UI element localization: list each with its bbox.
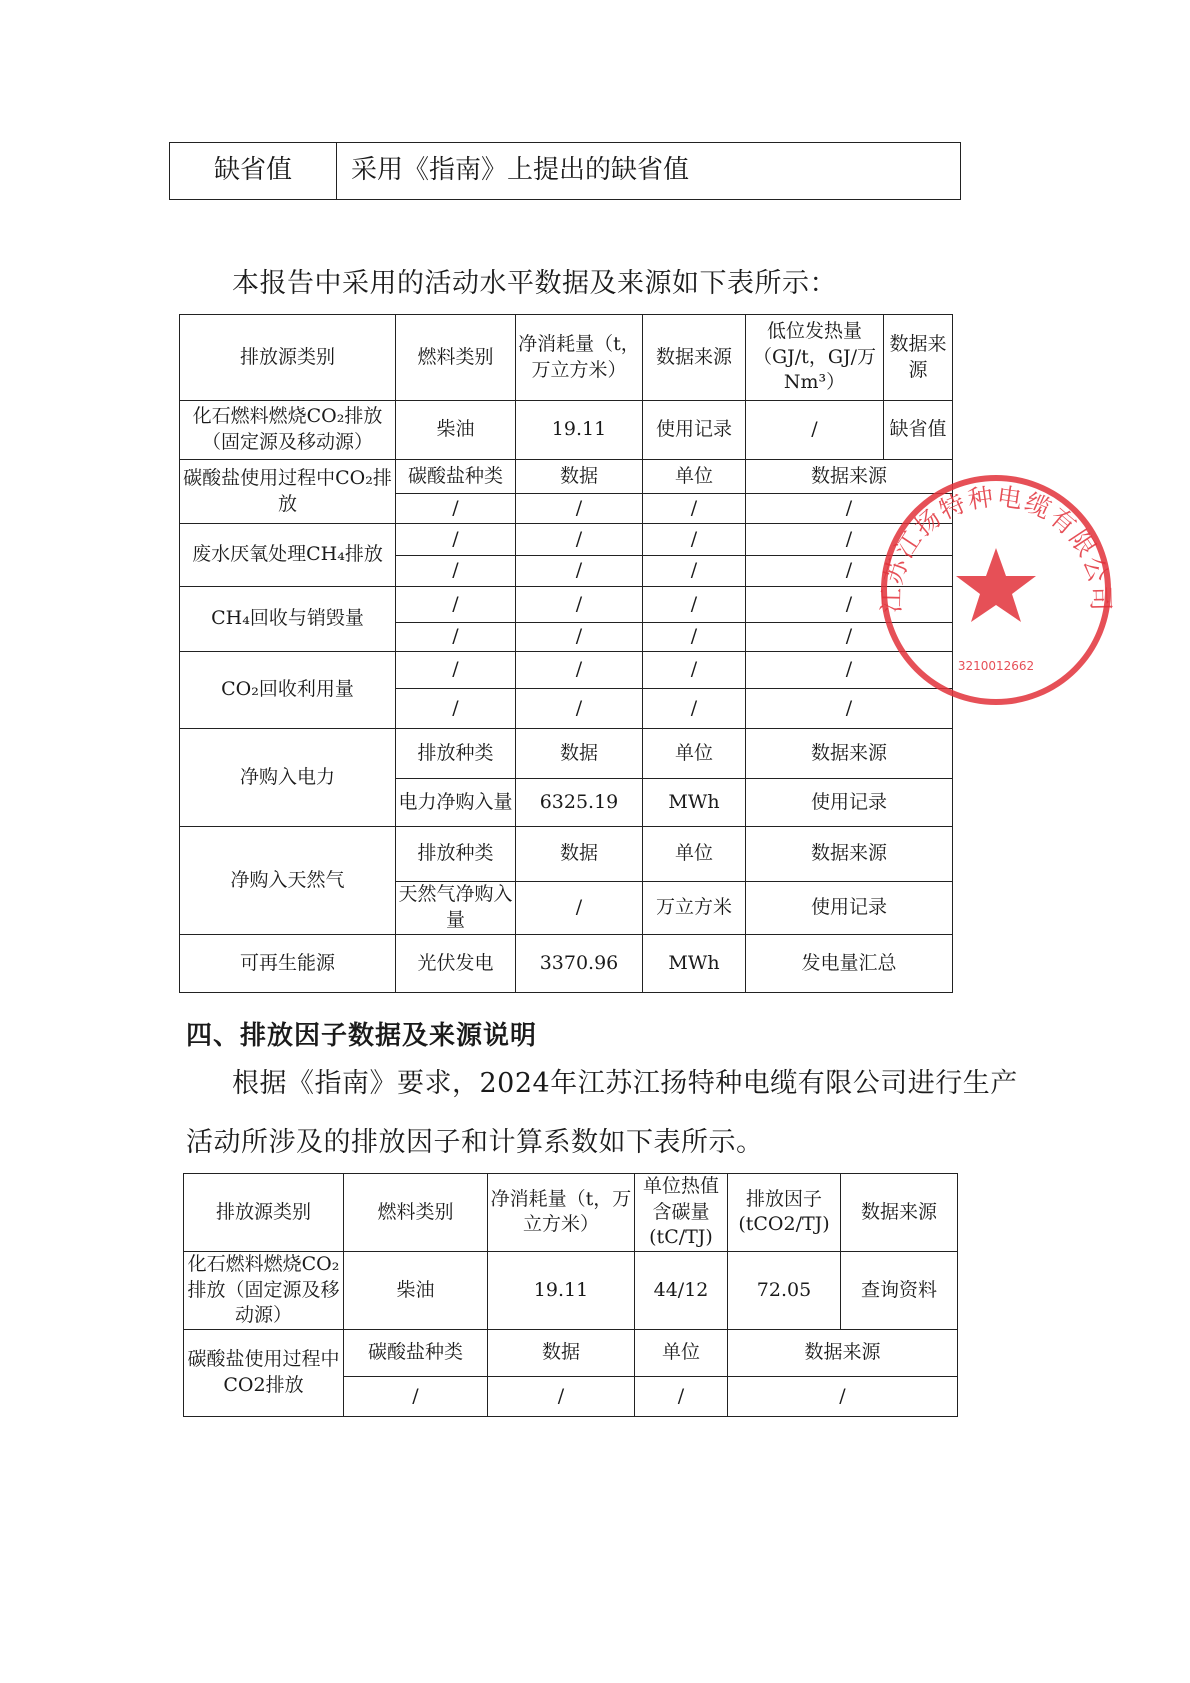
- table-cell: /: [396, 494, 516, 524]
- seal-star-icon: [956, 548, 1036, 622]
- paragraph-line-2: 活动所涉及的排放因子和计算系数如下表所示。: [186, 1127, 764, 1158]
- table-cell: /: [516, 689, 643, 729]
- renewable-unit: MWh: [643, 935, 746, 993]
- table-cell: /: [516, 623, 643, 652]
- table-cell: /: [643, 689, 746, 729]
- fossil-factor: 72.05: [728, 1251, 841, 1329]
- electricity-h2: 数据: [516, 729, 643, 779]
- table-cell: /: [516, 524, 643, 556]
- table-row: [184, 1251, 958, 1329]
- table-cell: /: [396, 623, 516, 652]
- fossil-amount: 19.11: [516, 401, 643, 460]
- table-cell: /: [516, 494, 643, 524]
- fossil-amount: 19.11: [488, 1251, 635, 1329]
- intro-text: 本报告中采用的活动水平数据及来源如下表所示：: [232, 268, 837, 299]
- fossil-source: 使用记录: [643, 401, 746, 460]
- table-cell: /: [396, 556, 516, 587]
- gas-value: /: [516, 882, 643, 935]
- renewable-source: 发电量汇总: [746, 935, 953, 993]
- table-cell: /: [746, 524, 953, 556]
- gas-h1: 排放种类: [396, 827, 516, 882]
- default-label: 缺省值: [170, 143, 337, 200]
- table-cell: /: [396, 652, 516, 689]
- table-cell: /: [516, 652, 643, 689]
- gas-label: 净购入天然气: [180, 827, 396, 935]
- table-cell: /: [396, 524, 516, 556]
- carbonate-h3: 单位: [635, 1329, 728, 1376]
- carbonate-h1: 碳酸盐种类: [344, 1329, 488, 1376]
- table-cell: /: [643, 494, 746, 524]
- seal-code: 3210012662: [957, 659, 1035, 673]
- fossil-carbon: 44/12: [635, 1251, 728, 1329]
- electricity-h3: 单位: [643, 729, 746, 779]
- table-cell: /: [643, 524, 746, 556]
- company-seal: [876, 470, 1116, 710]
- activity-data-table: [179, 314, 953, 993]
- table-cell: /: [643, 652, 746, 689]
- electricity-source: 使用记录: [746, 779, 953, 827]
- gas-kind: 天然气净购入量: [396, 882, 516, 935]
- header-fuel-type: 燃料类别: [396, 315, 516, 401]
- renewable-kind: 光伏发电: [396, 935, 516, 993]
- section-heading: 四、排放因子数据及来源说明: [186, 1021, 538, 1051]
- header-heat-value: 低位发热量（GJ/t，GJ/万Nm³）: [746, 315, 884, 401]
- table-cell: /: [746, 623, 953, 652]
- table-cell: /: [396, 689, 516, 729]
- table-cell: /: [635, 1376, 728, 1416]
- table-cell: /: [396, 587, 516, 623]
- gas-source: 使用记录: [746, 882, 953, 935]
- electricity-value: 6325.19: [516, 779, 643, 827]
- electricity-h4: 数据来源: [746, 729, 953, 779]
- table-cell: /: [728, 1376, 958, 1416]
- carbonate-h1: 碳酸盐种类: [396, 460, 516, 494]
- gas-unit: 万立方米: [643, 882, 746, 935]
- table-cell: /: [746, 556, 953, 587]
- renewable-label: 可再生能源: [180, 935, 396, 993]
- header-net-consumption: 净消耗量（t，万立方米）: [516, 315, 643, 401]
- table-cell: /: [746, 652, 953, 689]
- table-cell: /: [516, 556, 643, 587]
- fossil-label: 化石燃料燃烧CO₂排放（固定源及移动源）: [184, 1251, 344, 1329]
- table-cell: /: [746, 689, 953, 729]
- header-data-source: 数据来源: [841, 1174, 958, 1252]
- default-description: 采用《指南》上提出的缺省值: [337, 143, 961, 200]
- fossil-heat: /: [746, 401, 884, 460]
- default-value-table: [169, 142, 961, 200]
- gas-h3: 单位: [643, 827, 746, 882]
- header-carbon-content: 单位热值含碳量(tC/TJ): [635, 1174, 728, 1252]
- fossil-fuel: 柴油: [396, 401, 516, 460]
- emission-factor-table: [183, 1173, 958, 1417]
- table-cell: /: [344, 1376, 488, 1416]
- carbonate-h4: 数据来源: [746, 460, 953, 494]
- header-data-source: 数据来源: [643, 315, 746, 401]
- table-cell: /: [643, 587, 746, 623]
- table-cell: /: [516, 587, 643, 623]
- carbonate-h2: 数据: [516, 460, 643, 494]
- carbonate-label: 碳酸盐使用过程中CO₂排放: [180, 460, 396, 524]
- header-source-category: 排放源类别: [180, 315, 396, 401]
- table-cell: /: [488, 1376, 635, 1416]
- header-net-consumption: 净消耗量（t，万立方米）: [488, 1174, 635, 1252]
- renewable-value: 3370.96: [516, 935, 643, 993]
- electricity-kind: 电力净购入量: [396, 779, 516, 827]
- co2-label: CO₂回收利用量: [180, 652, 396, 729]
- carbonate-h4: 数据来源: [728, 1329, 958, 1376]
- fossil-label: 化石燃料燃烧CO₂排放（固定源及移动源）: [180, 401, 396, 460]
- table-cell: /: [643, 556, 746, 587]
- fossil-fuel: 柴油: [344, 1251, 488, 1329]
- table-cell: /: [643, 623, 746, 652]
- fossil-heat-source: 缺省值: [884, 401, 953, 460]
- carbonate-label: 碳酸盐使用过程中CO2排放: [184, 1329, 344, 1416]
- electricity-unit: MWh: [643, 779, 746, 827]
- wastewater-label: 废水厌氧处理CH₄排放: [180, 524, 396, 587]
- electricity-h1: 排放种类: [396, 729, 516, 779]
- fossil-source: 查询资料: [841, 1251, 958, 1329]
- table-cell: /: [746, 587, 953, 623]
- table-row: [180, 401, 953, 460]
- paragraph-line-1: 根据《指南》要求，2024年江苏江扬特种电缆有限公司进行生产: [232, 1068, 1018, 1099]
- ch4-label: CH₄回收与销毁量: [180, 587, 396, 652]
- header-fuel-type: 燃料类别: [344, 1174, 488, 1252]
- gas-h2: 数据: [516, 827, 643, 882]
- seal-company-text: 江苏江扬特种电缆有限公司: [876, 481, 1116, 614]
- header-source-category: 排放源类别: [184, 1174, 344, 1252]
- electricity-label: 净购入电力: [180, 729, 396, 827]
- carbonate-h2: 数据: [488, 1329, 635, 1376]
- gas-h4: 数据来源: [746, 827, 953, 882]
- header-emission-factor: 排放因子(tCO2/TJ): [728, 1174, 841, 1252]
- table-cell: /: [746, 494, 953, 524]
- header-data-source-2: 数据来源: [884, 315, 953, 401]
- carbonate-h3: 单位: [643, 460, 746, 494]
